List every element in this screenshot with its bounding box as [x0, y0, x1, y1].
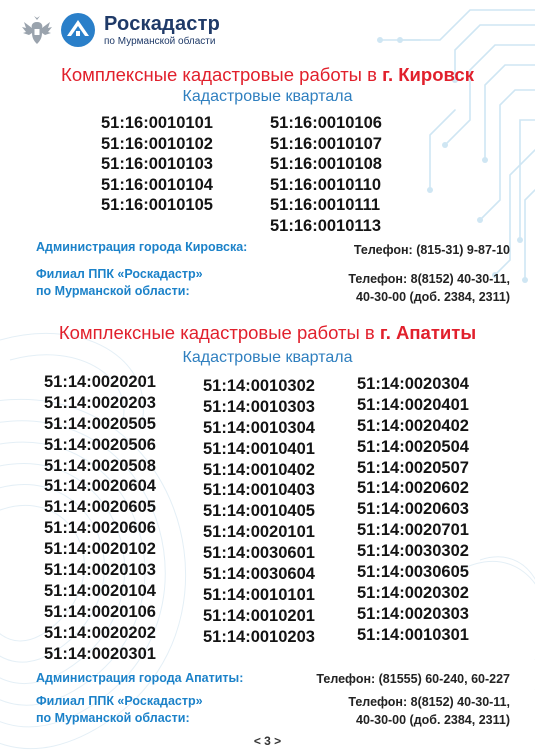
list-item: 51:14:0020203	[44, 393, 156, 412]
list-item: 51:14:0020507	[357, 458, 469, 477]
list-item: 51:14:0020302	[357, 583, 469, 602]
apatity-subtitle: Кадастровые квартала	[182, 349, 353, 366]
list-item: 51:14:0020301	[44, 644, 156, 663]
list-item: 51:14:0020103	[44, 561, 156, 580]
list-item: 51:16:0010104	[101, 175, 213, 194]
list-item: 51:14:0020101	[203, 523, 315, 542]
list-item: 51:14:0020201	[44, 373, 156, 391]
list-item: 51:14:0020402	[357, 416, 469, 435]
list-item: 51:14:0010201	[203, 606, 315, 625]
page-number: < 3 >	[253, 734, 282, 748]
kirovsk-branch-phone-line1: Телефон: 8(8152) 40-30-11,	[348, 272, 510, 286]
apatity-branch-phone	[348, 693, 510, 729]
list-item: 51:16:0010105	[101, 196, 213, 215]
list-item: 51:14:0020605	[44, 498, 156, 517]
list-item: 51:14:0020304	[357, 375, 469, 393]
list-item: 51:14:0020606	[44, 519, 156, 538]
list-item: 51:14:0020202	[44, 623, 156, 642]
coat-of-arms-icon	[20, 14, 54, 46]
list-item: 51:14:0010304	[203, 418, 315, 437]
list-item: 51:14:0010303	[203, 397, 315, 416]
list-item: 51:16:0010102	[101, 134, 213, 153]
list-item: 51:14:0020104	[44, 581, 156, 600]
apatity-branch-label-line2: по Мурманской области:	[36, 711, 190, 725]
list-item: 51:14:0020303	[357, 604, 469, 623]
list-item: 51:16:0010103	[101, 155, 213, 174]
list-item: 51:14:0020603	[357, 500, 469, 519]
list-item: 51:16:0010110	[270, 175, 382, 194]
apatity-title-city: г. Апатиты	[379, 322, 477, 343]
list-item: 51:14:0020505	[44, 414, 156, 433]
apatity-title	[0, 322, 535, 344]
list-item: 51:16:0010113	[270, 216, 382, 235]
list-item: 51:14:0030605	[357, 563, 469, 582]
list-item: 51:14:0010203	[203, 627, 315, 646]
list-item: 51:14:0030302	[357, 542, 469, 561]
kirovsk-title	[0, 64, 535, 86]
kirovsk-branch-phone-line2: 40-30-00 (доб. 2384, 2311)	[356, 290, 510, 304]
kirovsk-admin-phone: Телефон: (815-31) 9-87-10	[353, 243, 510, 257]
kirovsk-quarters-col2	[270, 113, 382, 237]
list-item: 51:16:0010111	[270, 196, 381, 215]
apatity-branch-label	[36, 693, 203, 727]
list-item: 51:14:0020602	[357, 479, 469, 498]
kirovsk-title-prefix: Комплексные кадастровые работы в	[61, 64, 383, 85]
list-item: 51:14:0020504	[357, 437, 469, 456]
brand-subtitle: по Мурманской области	[104, 35, 216, 47]
kirovsk-quarters-col1	[101, 113, 213, 216]
list-item: 51:14:0020401	[357, 395, 469, 414]
apatity-title-prefix: Комплексные кадастровые работы в	[58, 322, 380, 343]
header-logo	[20, 12, 220, 48]
list-item: 51:14:0010302	[203, 377, 315, 395]
list-item: 51:14:0020508	[44, 456, 156, 475]
list-item: 51:16:0010108	[270, 155, 382, 174]
list-item: 51:14:0030604	[203, 565, 315, 584]
list-item: 51:16:0010106	[270, 114, 382, 132]
roskadastr-logo-icon	[60, 12, 96, 48]
kirovsk-branch-label-line2: по Мурманской области:	[36, 284, 190, 298]
kirovsk-branch-label	[36, 266, 203, 300]
list-item: 51:14:0010403	[203, 481, 315, 500]
list-item: 51:14:0010401	[203, 439, 315, 458]
list-item: 51:14:0020604	[44, 477, 156, 496]
kirovsk-admin-label: Администрация города Кировска:	[36, 240, 248, 254]
list-item: 51:14:0010301	[357, 625, 469, 644]
list-item: 51:14:0020102	[44, 540, 156, 559]
apatity-admin-label: Администрация города Апатиты:	[36, 671, 244, 685]
kirovsk-title-city: г. Кировск	[382, 64, 474, 85]
list-item: 51:14:0020701	[357, 521, 469, 540]
kirovsk-branch-phone	[348, 270, 510, 306]
kirovsk-branch-label-line1: Филиал ППК «Роскадастр»	[36, 267, 203, 281]
apatity-admin-phone: Телефон: (81555) 60-240, 60-227	[316, 672, 510, 686]
list-item: 51:14:0010402	[203, 460, 315, 479]
apatity-quarters-col2	[203, 376, 315, 648]
list-item: 51:14:0030601	[203, 544, 315, 563]
kirovsk-subtitle: Кадастровые квартала	[182, 88, 353, 105]
list-item: 51:16:0010101	[101, 114, 213, 132]
apatity-quarters-col1	[44, 372, 156, 664]
list-item: 51:14:0020106	[44, 602, 156, 621]
apatity-branch-label-line1: Филиал ППК «Роскадастр»	[36, 694, 203, 708]
apatity-branch-phone-line2: 40-30-00 (доб. 2384, 2311)	[356, 713, 510, 727]
apatity-branch-phone-line1: Телефон: 8(8152) 40-30-11,	[348, 695, 510, 709]
list-item: 51:16:0010107	[270, 134, 382, 153]
list-item: 51:14:0010101	[203, 585, 315, 604]
list-item: 51:14:0020506	[44, 435, 156, 454]
list-item: 51:14:0010405	[203, 502, 315, 521]
brand-name: Роскадастр	[104, 12, 221, 35]
apatity-quarters-col3	[357, 374, 469, 646]
